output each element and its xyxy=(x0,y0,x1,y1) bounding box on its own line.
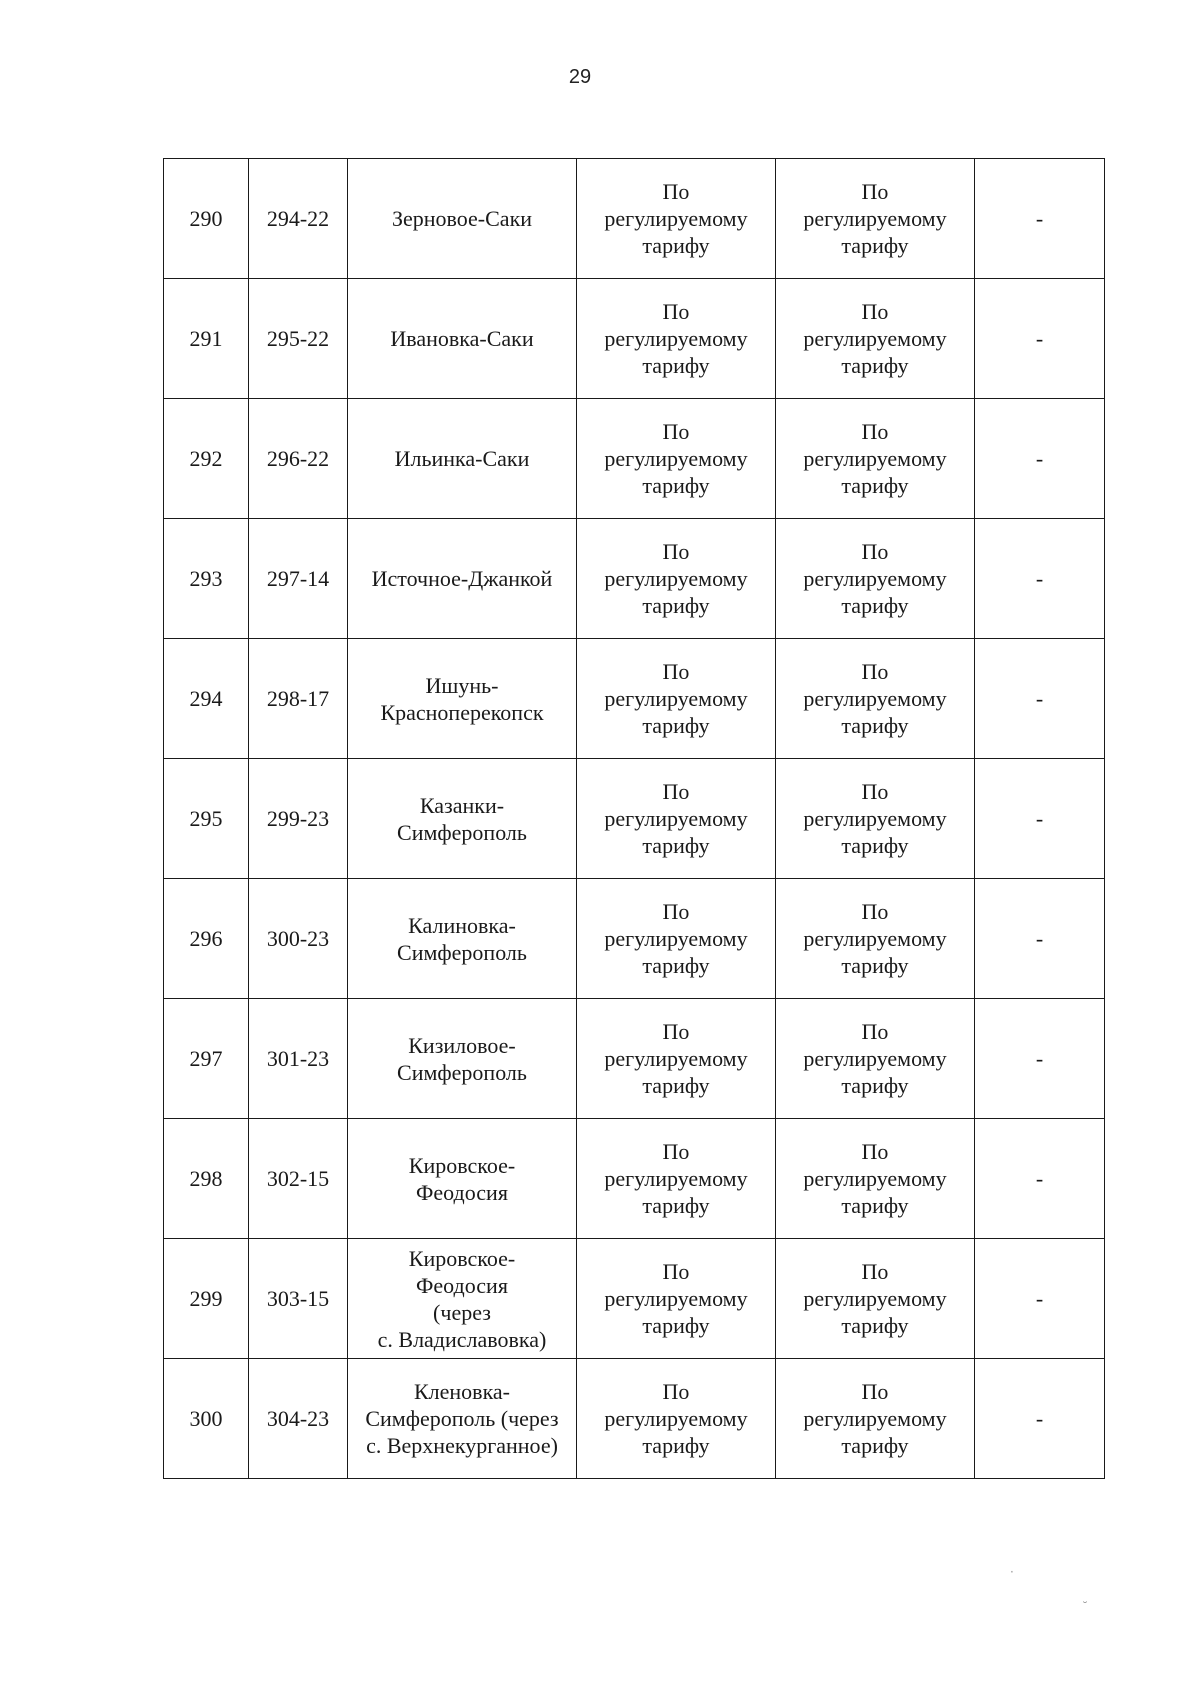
table-row xyxy=(164,1119,1105,1239)
route-code-cell: 300-23 xyxy=(249,879,348,999)
row-number-cell: 291 xyxy=(164,279,249,399)
scan-artifact-mark: ˘ xyxy=(1082,1600,1088,1614)
table-row xyxy=(164,519,1105,639)
row-number-cell: 294 xyxy=(164,639,249,759)
row-number-cell: 298 xyxy=(164,1119,249,1239)
route-name-cell: Ишунь- Красноперекопск xyxy=(348,639,577,759)
tariff-cell-1: По регулируемому тарифу xyxy=(577,999,776,1119)
table-row xyxy=(164,159,1105,279)
extra-cell: - xyxy=(975,1359,1105,1479)
tariff-cell-2: По регулируемому тарифу xyxy=(776,1119,975,1239)
extra-cell: - xyxy=(975,399,1105,519)
route-code-cell: 304-23 xyxy=(249,1359,348,1479)
route-code-cell: 297-14 xyxy=(249,519,348,639)
route-name-cell: Источное-Джанкой xyxy=(348,519,577,639)
tariff-cell-1: По регулируемому тарифу xyxy=(577,1239,776,1359)
tariff-cell-2: По регулируемому тарифу xyxy=(776,879,975,999)
route-code-cell: 301-23 xyxy=(249,999,348,1119)
table-row xyxy=(164,639,1105,759)
tariff-cell-1: По регулируемому тарифу xyxy=(577,399,776,519)
row-number-cell: 292 xyxy=(164,399,249,519)
row-number-cell: 299 xyxy=(164,1239,249,1359)
route-name-cell: Кизиловое- Симферополь xyxy=(348,999,577,1119)
tariff-cell-2: По регулируемому тарифу xyxy=(776,1359,975,1479)
route-code-cell: 303-15 xyxy=(249,1239,348,1359)
extra-cell: - xyxy=(975,159,1105,279)
tariff-cell-2: По регулируемому тарифу xyxy=(776,519,975,639)
tariff-cell-1: По регулируемому тарифу xyxy=(577,879,776,999)
table-row xyxy=(164,1239,1105,1359)
table-row xyxy=(164,879,1105,999)
extra-cell: - xyxy=(975,639,1105,759)
extra-cell: - xyxy=(975,1239,1105,1359)
route-name-cell: Зерновое-Саки xyxy=(348,159,577,279)
table-row xyxy=(164,999,1105,1119)
row-number-cell: 297 xyxy=(164,999,249,1119)
route-name-cell: Ильинка-Саки xyxy=(348,399,577,519)
row-number-cell: 296 xyxy=(164,879,249,999)
route-name-cell: Калиновка- Симферополь xyxy=(348,879,577,999)
routes-table-body xyxy=(164,159,1105,1479)
route-code-cell: 296-22 xyxy=(249,399,348,519)
tariff-cell-2: По регулируемому тарифу xyxy=(776,999,975,1119)
route-name-cell: Казанки- Симферополь xyxy=(348,759,577,879)
route-code-cell: 299-23 xyxy=(249,759,348,879)
row-number-cell: 295 xyxy=(164,759,249,879)
tariff-cell-1: По регулируемому тарифу xyxy=(577,279,776,399)
table-row xyxy=(164,1359,1105,1479)
tariff-cell-1: По регулируемому тарифу xyxy=(577,1119,776,1239)
route-name-cell: Ивановка-Саки xyxy=(348,279,577,399)
route-name-cell: Кировское- Феодосия xyxy=(348,1119,577,1239)
tariff-cell-2: По регулируемому тарифу xyxy=(776,399,975,519)
extra-cell: - xyxy=(975,1119,1105,1239)
tariff-cell-1: По регулируемому тарифу xyxy=(577,159,776,279)
route-code-cell: 295-22 xyxy=(249,279,348,399)
tariff-cell-1: По регулируемому тарифу xyxy=(577,759,776,879)
row-number-cell: 293 xyxy=(164,519,249,639)
page-number: 29 xyxy=(568,66,592,88)
extra-cell: - xyxy=(975,879,1105,999)
tariff-cell-2: По регулируемому тарифу xyxy=(776,159,975,279)
tariff-cell-1: По регулируемому тарифу xyxy=(577,1359,776,1479)
route-name-cell: Кленовка- Симферополь (через с. Верхнекурганное) xyxy=(348,1359,577,1479)
scan-artifact-mark: · xyxy=(1010,1565,1014,1579)
tariff-cell-2: По регулируемому тарифу xyxy=(776,279,975,399)
tariff-cell-1: По регулируемому тарифу xyxy=(577,519,776,639)
extra-cell: - xyxy=(975,759,1105,879)
table-row xyxy=(164,399,1105,519)
route-code-cell: 298-17 xyxy=(249,639,348,759)
tariff-cell-2: По регулируемому тарифу xyxy=(776,639,975,759)
row-number-cell: 290 xyxy=(164,159,249,279)
route-code-cell: 302-15 xyxy=(249,1119,348,1239)
route-code-cell: 294-22 xyxy=(249,159,348,279)
route-name-cell: Кировское- Феодосия (через с. Владиславовка) xyxy=(348,1239,577,1359)
tariff-cell-2: По регулируемому тарифу xyxy=(776,1239,975,1359)
extra-cell: - xyxy=(975,519,1105,639)
routes-table xyxy=(163,158,1105,1479)
tariff-cell-1: По регулируемому тарифу xyxy=(577,639,776,759)
table-row xyxy=(164,279,1105,399)
tariff-cell-2: По регулируемому тарифу xyxy=(776,759,975,879)
extra-cell: - xyxy=(975,279,1105,399)
row-number-cell: 300 xyxy=(164,1359,249,1479)
table-row xyxy=(164,759,1105,879)
extra-cell: - xyxy=(975,999,1105,1119)
